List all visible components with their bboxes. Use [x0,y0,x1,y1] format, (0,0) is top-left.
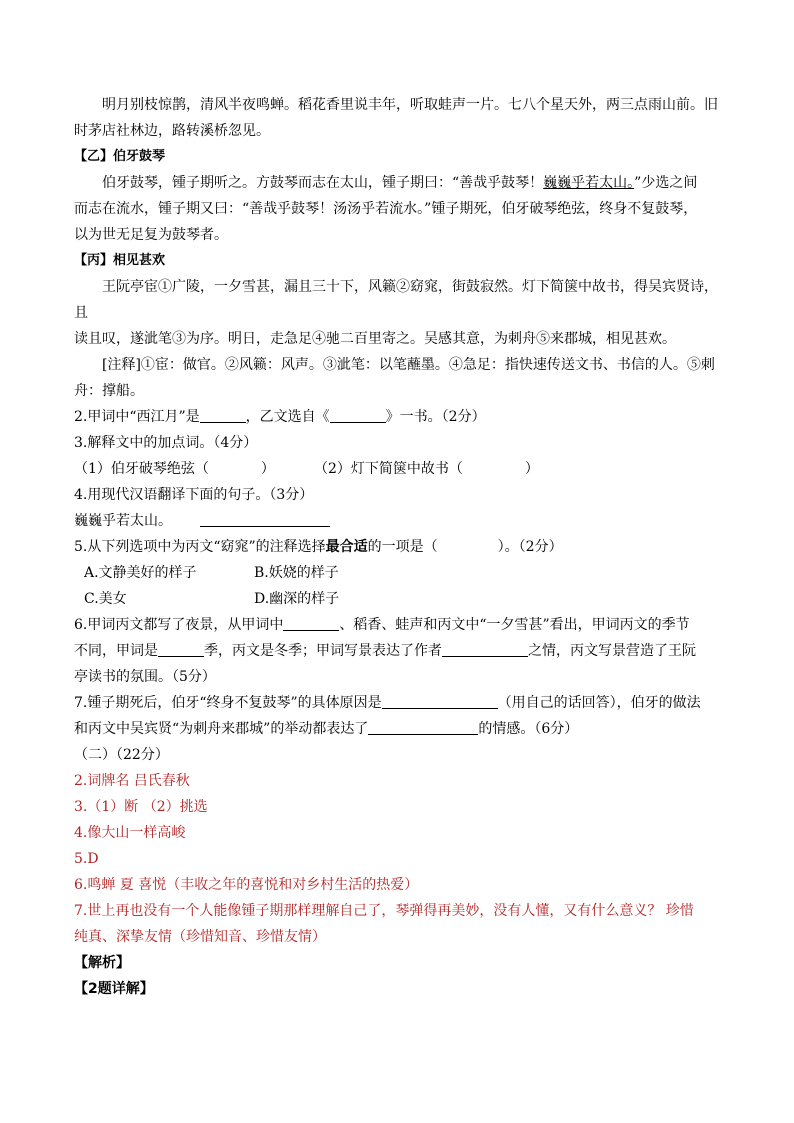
question-3: 3.解释文中的加点词。（4分） [74,435,258,451]
section-heading-bing: 【丙】相见甚欢 [74,253,166,268]
question-7-cont: 和丙文中吴宾贤“为刺舟来郡城”的举动都表达了 的情感。（6分） [74,716,724,742]
question-6: 6.甲词丙文都写了夜景，从甲词中 、稻香、蛙声和丙文中“一夕雪甚”看出，甲词丙文的季节 [74,612,724,638]
answer-blank[interactable] [442,640,528,657]
answer-5: 5.D [74,851,99,867]
option-d[interactable]: D.幽深的样子 [254,591,340,607]
question-6-cont: 亭读书的氛围。（5分） [74,669,216,685]
question-3-items [74,456,724,482]
answer-6: 6.鸣蝉 夏 喜悦（丰收之年的喜悦和对乡村生活的热爱） [74,877,419,893]
question-2: 2.甲词中“西江月”是 ，乙文选自《 》一书。（2分） [74,404,724,430]
answer-blank[interactable] [200,510,330,527]
answer-3: 3.（1）断 （2）挑选 [74,799,208,815]
question-5: 5.从下列选项中为丙文“窈窕”的注释选择最合适的一项是（ ）。（2分） [74,539,563,555]
answer-7: 7.世上再也没有一个人能像锺子期那样理解自己了，琴弹得再美妙，没有人懂，又有什么意义？ 珍惜 [74,903,694,919]
answer-7-cont: 纯真、深挚友情（珍惜知音、珍惜友情） [74,929,326,945]
yi-paragraph-line: 而志在流水，锺子期又曰：“善哉乎鼓琴！汤汤乎若流水。”锺子期死，伯牙破琴绝弦，终身不复鼓琴， [74,201,698,217]
poem-line: 时茅店社林边，路转溪桥忽见。 [74,123,270,139]
answer-2: 2.词牌名 吕氏春秋 [74,773,190,789]
option-b[interactable]: B.妖娆的样子 [254,565,339,581]
yi-paragraph-line: 伯牙鼓琴，锺子期听之。方鼓琴而志在太山，锺子期曰：“善哉乎鼓琴！巍巍乎若太山。”少选之间 [102,175,698,191]
answer-blank[interactable] [283,614,339,631]
yi-paragraph-line: 以为世无足复为鼓琴者。 [74,227,228,243]
option-c[interactable]: C.美女 [84,591,127,607]
question-6-cont: 不同，甲词是 季，丙文是冬季；甲词写景表达了作者 之情，丙文写景营造了王阮 [74,638,724,664]
answer-blank[interactable] [330,406,386,423]
detail-heading: 【2题详解】 [74,981,154,997]
question-4-sentence: 巍巍乎若太山。 [74,508,724,534]
annotation-line: [注释]①宦：做官。②风籁：风声。③泚笔：以笔蘸墨。④急足：指快速传送文书、书信的人。⑤刺 [102,357,715,373]
question-3-2: （2）灯下简箧中故书（ ） [314,461,539,477]
annotation-line: 舟：撑船。 [74,383,144,399]
document-content [74,92,724,1002]
question-4: 4.用现代汉语翻译下面的句子。（3分） [74,487,314,503]
bing-paragraph-line: 王阮亭宦①广陵，一夕雪甚，漏且三十下，风籁②窈窕，街鼓寂然。灯下简箧中故书，得吴宾贤诗，且 [74,279,718,321]
section-heading-yi: 【乙】伯牙鼓琴 [74,149,166,164]
answers-section-title: （二）（22分） [74,747,169,763]
underlined-sentence: 巍巍乎若太山。 [543,175,635,191]
poem-line: 明月别枝惊鹊，清风半夜鸣蝉。稻花香里说丰年，听取蛙声一片。七八个星天外，两三点雨山前。旧 [102,97,718,113]
question-5-options-row [74,586,724,612]
question-7: 7.锺子期死后，伯牙“终身不复鼓琴”的具体原因是 （用自己的话回答），伯牙的做法 [74,690,724,716]
answer-blank[interactable] [200,406,246,423]
answer-blank[interactable] [382,692,498,709]
option-a[interactable]: A.文静美好的样子 [84,565,197,581]
analysis-heading: 【解析】 [74,955,130,971]
bing-paragraph-line: 读且叹，遂泚笔③为序。明日，走急足④驰二百里寄之。吴感其意，为刺舟⑤来郡城，相见甚欢。 [74,331,676,347]
answer-blank[interactable] [368,718,478,735]
answer-4: 4.像大山一样高峻 [74,825,186,841]
question-3-1: （1）伯牙破琴绝弦（ ） [74,461,275,477]
question-5-options-row [74,560,724,586]
answer-blank[interactable] [158,640,204,657]
